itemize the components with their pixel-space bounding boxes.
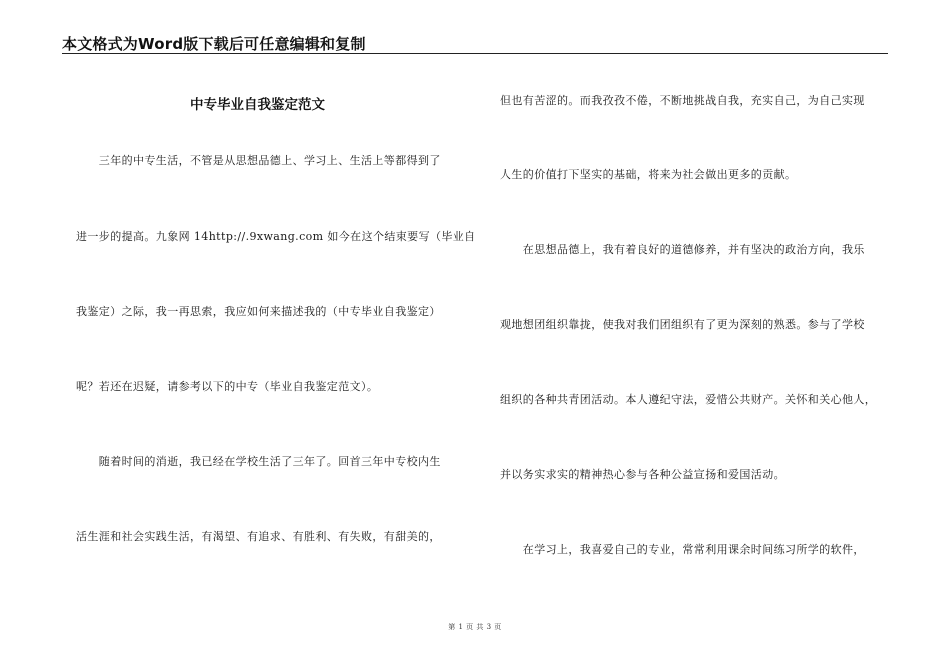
right-line-4: 观地想团组织靠拢，使我对我们团组织有了更为深刻的熟悉。参与了学校 [500, 318, 865, 331]
left-line-2: 进一步的提高。九象网 14http://.9xwang.com 如今在这个结束要写（毕业自 [76, 230, 476, 243]
right-line-3: 在思想品德上，我有着良好的道德修养，并有坚决的政治方向，我乐 [500, 243, 865, 256]
document-title: 中专毕业自我鉴定范文 [190, 97, 325, 113]
right-line-5: 组织的各种共青团活动。本人遵纪守法，爱惜公共财产。关怀和关心他人， [500, 393, 877, 406]
left-line-3: 我鉴定）之际，我一再思索，我应如何来描述我的（中专毕业自我鉴定） [76, 305, 441, 318]
left-line-5: 随着时间的消逝，我已经在学校生活了三年了。回首三年中专校内生 [76, 455, 441, 468]
right-line-7: 在学习上，我喜爱自己的专业，常常利用课余时间练习所学的软件， [500, 543, 865, 556]
left-line-1: 三年的中专生活，不管是从思想品德上、学习上、生活上等都得到了 [76, 154, 441, 167]
right-line-2: 人生的价值打下坚实的基础，将来为社会做出更多的贡献。 [500, 168, 797, 181]
banner-divider [62, 53, 888, 54]
left-line-6: 活生涯和社会实践生活，有渴望、有追求、有胜利、有失败，有甜美的， [76, 530, 441, 543]
page-number: 第 1 页 共 3 页 [448, 623, 502, 631]
left-line-4: 呢？若还在迟疑，请参考以下的中专（毕业自我鉴定范文）。 [76, 380, 379, 393]
right-line-6: 并以务实求实的精神热心参与各种公益宣扬和爱国活动。 [500, 468, 785, 481]
document-banner: 本文格式为Word版下载后可任意编辑和复制 [62, 35, 366, 53]
right-line-1: 但也有苦涩的。而我孜孜不倦，不断地挑战自我，充实自己，为自己实现 [500, 94, 865, 107]
